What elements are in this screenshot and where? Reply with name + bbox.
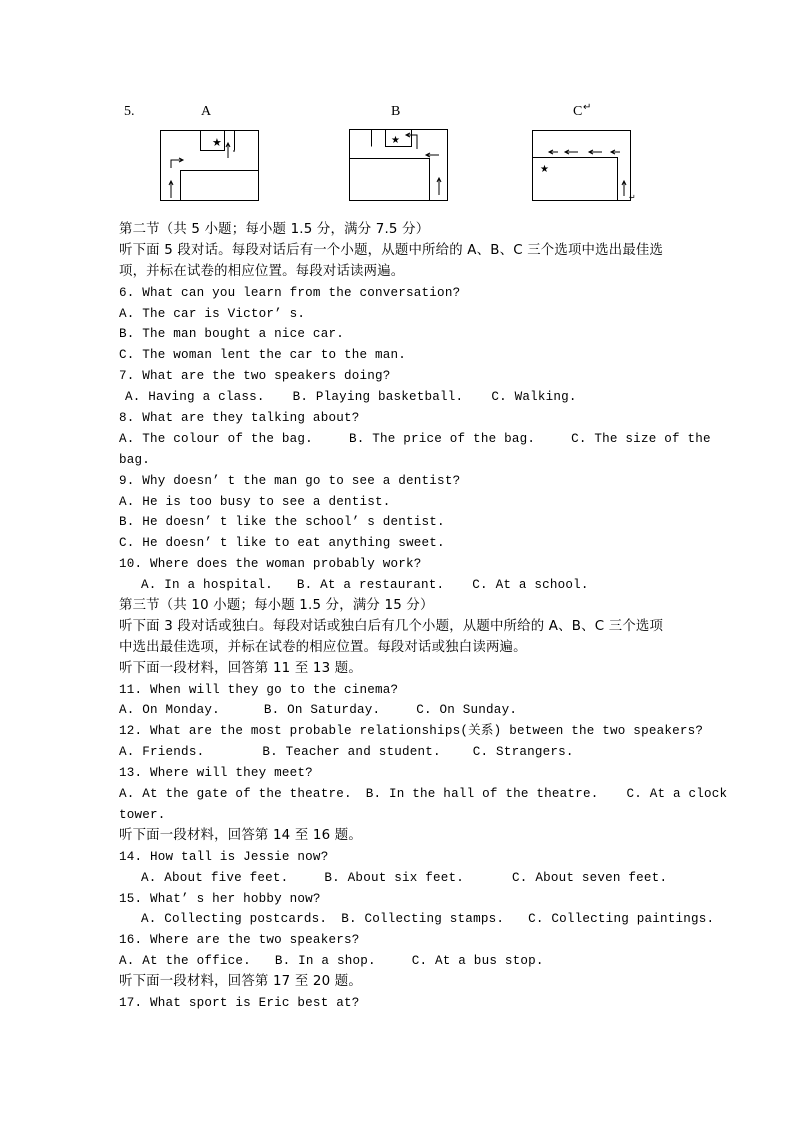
question-6-option-a: A. The car is Victor’ s. <box>119 306 306 321</box>
question-12-option-a: A. Friends. <box>119 745 205 760</box>
question-10-options <box>119 575 679 596</box>
question-9: 9. Why doesn’ t the man go to see a dentist? <box>119 473 461 488</box>
question-14-option-a: A. About five feet. <box>141 870 289 885</box>
question-8-option-b: B. The price of the bag. <box>348 431 536 446</box>
question-16-option-a: A. At the office. <box>119 954 251 969</box>
question-14-option-b: B. About six feet. <box>324 870 465 885</box>
question-11-option-b: B. On Saturday. <box>263 703 381 718</box>
question-16-options <box>119 951 679 972</box>
question-12-option-b: B. Teacher and student. <box>262 745 441 760</box>
question-7-option-c: C. Walking. <box>491 390 577 405</box>
question-13-option-c: C. At a clock <box>626 787 728 802</box>
question-13-option-a: A. At the gate of the theatre. <box>119 787 352 802</box>
star-icon: ★ <box>540 164 549 175</box>
question-10: 10. Where does the woman probably work? <box>119 557 422 572</box>
question-13: 13. Where will they meet? <box>119 766 313 781</box>
section2-instruction-1: 听下面 5 段对话。每段对话后有一个小题，从题中所给的 A、B、C 三个选项中选出最佳选 <box>119 242 664 258</box>
question-content <box>119 220 728 1014</box>
question-12-options <box>119 742 679 763</box>
question-17: 17. What sport is Eric best at? <box>119 995 360 1010</box>
section3-instruction-2: 中选出最佳选项，并标在试卷的相应位置。每段对话或独白读两遍。 <box>119 639 527 655</box>
star-icon: ★ <box>212 136 222 149</box>
question-14-option-c: C. About seven feet. <box>512 870 668 885</box>
question-14: 14. How tall is Jessie now? <box>119 849 329 864</box>
question-15-option-b: B. Collecting stamps. <box>341 912 505 927</box>
question-11: 11. When will they go to the cinema? <box>119 682 399 697</box>
material-2-heading: 听下面一段材料，回答第 14 至 16 题。 <box>119 827 362 843</box>
question-5-number: 5. <box>124 104 135 119</box>
question-6: 6. What can you learn from the conversation? <box>119 285 461 300</box>
map-b <box>349 129 449 202</box>
return-mark-icon: ↵ <box>583 102 592 113</box>
question-15-option-a: A. Collecting postcards. <box>141 912 328 927</box>
map-a <box>160 130 260 202</box>
question-10-option-a: A. In a hospital. <box>141 578 273 593</box>
material-1-heading: 听下面一段材料，回答第 11 至 13 题。 <box>119 660 362 676</box>
question-14-options <box>119 868 679 889</box>
map-b-drawing <box>349 129 449 202</box>
question-16-option-b: B. In a shop. <box>274 954 376 969</box>
question-8-option-c: C. The size of the <box>571 431 711 446</box>
question-11-option-a: A. On Monday. <box>119 703 220 718</box>
question-11-options <box>119 700 679 721</box>
section2-instruction-2: 项，并标在试卷的相应位置。每段对话读两遍。 <box>119 263 405 279</box>
section3-heading: 第三节（共 10 小题；每小题 1.5 分，满分 15 分） <box>119 598 434 614</box>
map-c <box>532 130 634 202</box>
question-7-option-a: A. Having a class. <box>125 390 265 405</box>
question-13-option-c-continued: tower. <box>119 807 166 822</box>
question-8-options <box>119 429 711 450</box>
question-15-option-c: C. Collecting paintings. <box>528 912 715 927</box>
question-11-option-c: C. On Sunday. <box>416 703 518 718</box>
question-10-option-b: B. At a restaurant. <box>296 578 445 593</box>
question-8-option-c-continued: bag. <box>119 452 151 467</box>
question-6-option-c: C. The woman lent the car to the man. <box>119 348 407 363</box>
question-6-option-b: B. The man bought a nice car. <box>119 327 344 342</box>
return-mark-icon: ↵ <box>629 193 636 202</box>
question-10-option-c: C. At a school. <box>472 578 589 593</box>
question-15: 15. What’ s her hobby now? <box>119 891 321 906</box>
figure-label-a: A <box>201 104 212 119</box>
question-9-option-c: C. He doesn’ t like to eat anything sweet. <box>119 536 445 551</box>
question-15-options <box>119 909 715 930</box>
question-8: 8. What are they talking about? <box>119 411 360 426</box>
figure-label-c: C <box>573 104 583 119</box>
question-12-option-c: C. Strangers. <box>472 745 574 760</box>
question-16: 16. Where are the two speakers? <box>119 933 360 948</box>
question-13-options <box>119 784 728 805</box>
question-7-option-b: B. Playing basketball. <box>292 390 464 405</box>
question-7: 7. What are the two speakers doing? <box>119 369 391 384</box>
question-13-option-b: B. In the hall of the theatre. <box>365 787 599 802</box>
question-16-option-c: C. At a bus stop. <box>411 954 544 969</box>
question-8-option-a: A. The colour of the bag. <box>119 431 313 446</box>
question-12: 12. What are the most probable relationships(关系) between the two speakers? <box>119 724 704 739</box>
section3-instruction-1: 听下面 3 段对话或独白。每段对话或独白后有几个小题，从题中所给的 A、B、C 三个选项 <box>119 618 664 634</box>
map-a-drawing <box>160 130 260 202</box>
question-5-figures <box>0 100 794 210</box>
map-c-drawing <box>532 130 634 202</box>
question-9-option-b: B. He doesn’ t like the school’ s dentist. <box>119 515 445 530</box>
question-7-options <box>119 387 679 408</box>
section2-heading: 第二节（共 5 小题；每小题 1.5 分，满分 7.5 分） <box>119 222 430 237</box>
figure-label-b: B <box>391 104 401 119</box>
material-3-heading: 听下面一段材料，回答第 17 至 20 题。 <box>119 974 362 990</box>
star-icon: ★ <box>391 135 400 146</box>
question-9-option-a: A. He is too busy to see a dentist. <box>119 494 391 509</box>
